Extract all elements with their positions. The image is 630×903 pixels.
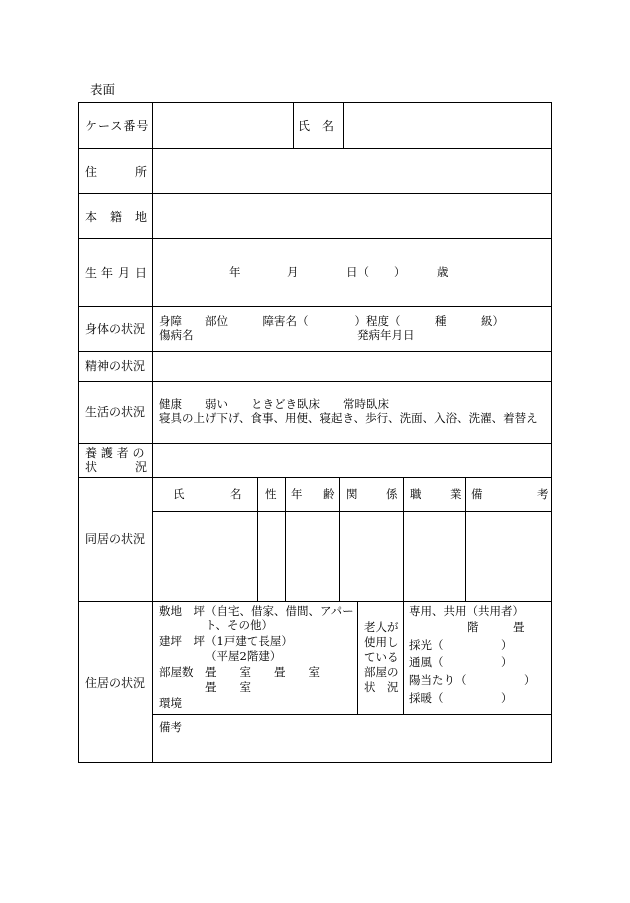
- birth-close: ）: [394, 265, 406, 279]
- address-label-2: 所: [135, 165, 148, 179]
- column-divider: [293, 103, 294, 148]
- housing-line6: 環境: [159, 696, 182, 710]
- col-remarks-1: 備: [471, 487, 483, 501]
- physical-line2a: 傷病名: [159, 328, 194, 342]
- housing-line1: 敷地 坪（自宅、借家、借間、アパー: [159, 604, 354, 618]
- row-divider: [79, 443, 551, 444]
- room-sunlight: 陽当たり（ ）: [409, 673, 536, 687]
- row-divider: [79, 193, 551, 194]
- room-usage: 専用、共用（共用者）: [409, 604, 524, 618]
- row-divider: [79, 477, 551, 478]
- column-divider: [357, 601, 358, 714]
- housing-line3: 建坪 坪（1戸建て長屋）: [159, 634, 293, 648]
- birth-day: 日（: [346, 265, 369, 279]
- physical-line2b: 発病年月日: [357, 328, 415, 342]
- column-divider: [285, 477, 286, 601]
- case-number-label: ケース番号: [85, 119, 150, 133]
- elder-room-5: 状 況: [364, 680, 399, 694]
- elder-room-2: 使用し: [364, 635, 399, 649]
- remarks-label: 備考: [159, 720, 182, 734]
- column-divider: [403, 601, 404, 714]
- physical-line1: 身障 部位 障害名（ ）程度（ 種 級）: [159, 314, 504, 328]
- living-line1: 健康 弱い ときどき臥床 常時臥床: [159, 397, 389, 411]
- row-divider: [153, 714, 551, 715]
- housing-label: 住居の状況: [85, 676, 146, 690]
- col-age-2: 齢: [323, 487, 335, 501]
- room-ventilation: 通風（ ）: [409, 655, 513, 669]
- row-divider: [79, 601, 551, 602]
- birth-label-4: 日: [135, 266, 148, 280]
- room-floor-size: 階 畳: [467, 620, 525, 634]
- guardian-label-1: 養 護 者 の: [85, 446, 145, 460]
- col-job-1: 職: [410, 487, 422, 501]
- col-name-1: 氏: [173, 487, 185, 501]
- room-heating: 採暖（ ）: [409, 691, 513, 705]
- elder-room-1: 老人が: [364, 620, 399, 634]
- col-name-2: 名: [230, 487, 242, 501]
- row-divider: [79, 148, 551, 149]
- name-label: 氏 名: [298, 119, 335, 133]
- physical-label: 身体の状況: [85, 322, 146, 336]
- birth-month: 月: [287, 265, 299, 279]
- elder-room-4: 部屋の: [364, 665, 399, 679]
- birth-year: 年: [229, 265, 241, 279]
- housing-line5a: 部屋数 畳 室 畳 室: [159, 665, 320, 679]
- column-divider: [343, 103, 344, 148]
- row-divider: [79, 381, 551, 382]
- col-sex: 性: [265, 487, 277, 501]
- birth-age: 歳: [437, 265, 449, 279]
- birth-label-3: 月: [118, 266, 131, 280]
- col-relation-1: 関: [346, 487, 358, 501]
- col-job-2: 業: [450, 487, 462, 501]
- column-divider: [152, 103, 153, 762]
- living-label: 生活の状況: [85, 405, 146, 419]
- row-divider: [79, 238, 551, 239]
- address-label-1: 住: [85, 165, 98, 179]
- row-divider: [79, 351, 551, 352]
- room-lighting: 採光（ ）: [409, 638, 513, 652]
- birth-label-2: 年: [101, 266, 114, 280]
- record-form: [78, 102, 552, 763]
- side-label: 表面: [90, 82, 116, 97]
- col-age-1: 年: [291, 487, 303, 501]
- col-relation-2: 係: [386, 487, 398, 501]
- column-divider: [257, 477, 258, 601]
- domicile-label-2: 籍: [110, 210, 123, 224]
- column-divider: [465, 477, 466, 601]
- housing-line5b: 畳 室: [205, 680, 251, 694]
- guardian-label-2a: 状: [85, 460, 98, 474]
- mental-label: 精神の状況: [85, 359, 146, 373]
- elder-room-3: ている: [364, 650, 399, 664]
- housing-line2: ト、その他）: [205, 618, 273, 632]
- domicile-label-3: 地: [135, 210, 148, 224]
- row-divider: [153, 511, 551, 512]
- living-line2: 寝具の上げ下げ、食事、用便、寝起き、歩行、洗面、入浴、洗濯、着替え: [159, 411, 538, 425]
- col-remarks-2: 考: [537, 487, 549, 501]
- birth-label-1: 生: [85, 266, 98, 280]
- column-divider: [339, 477, 340, 601]
- guardian-label-2b: 況: [135, 460, 148, 474]
- cohabitant-label: 同居の状況: [85, 532, 146, 546]
- domicile-label-1: 本: [85, 210, 98, 224]
- housing-line4: （平屋2階建）: [205, 649, 282, 663]
- row-divider: [79, 306, 551, 307]
- column-divider: [403, 477, 404, 601]
